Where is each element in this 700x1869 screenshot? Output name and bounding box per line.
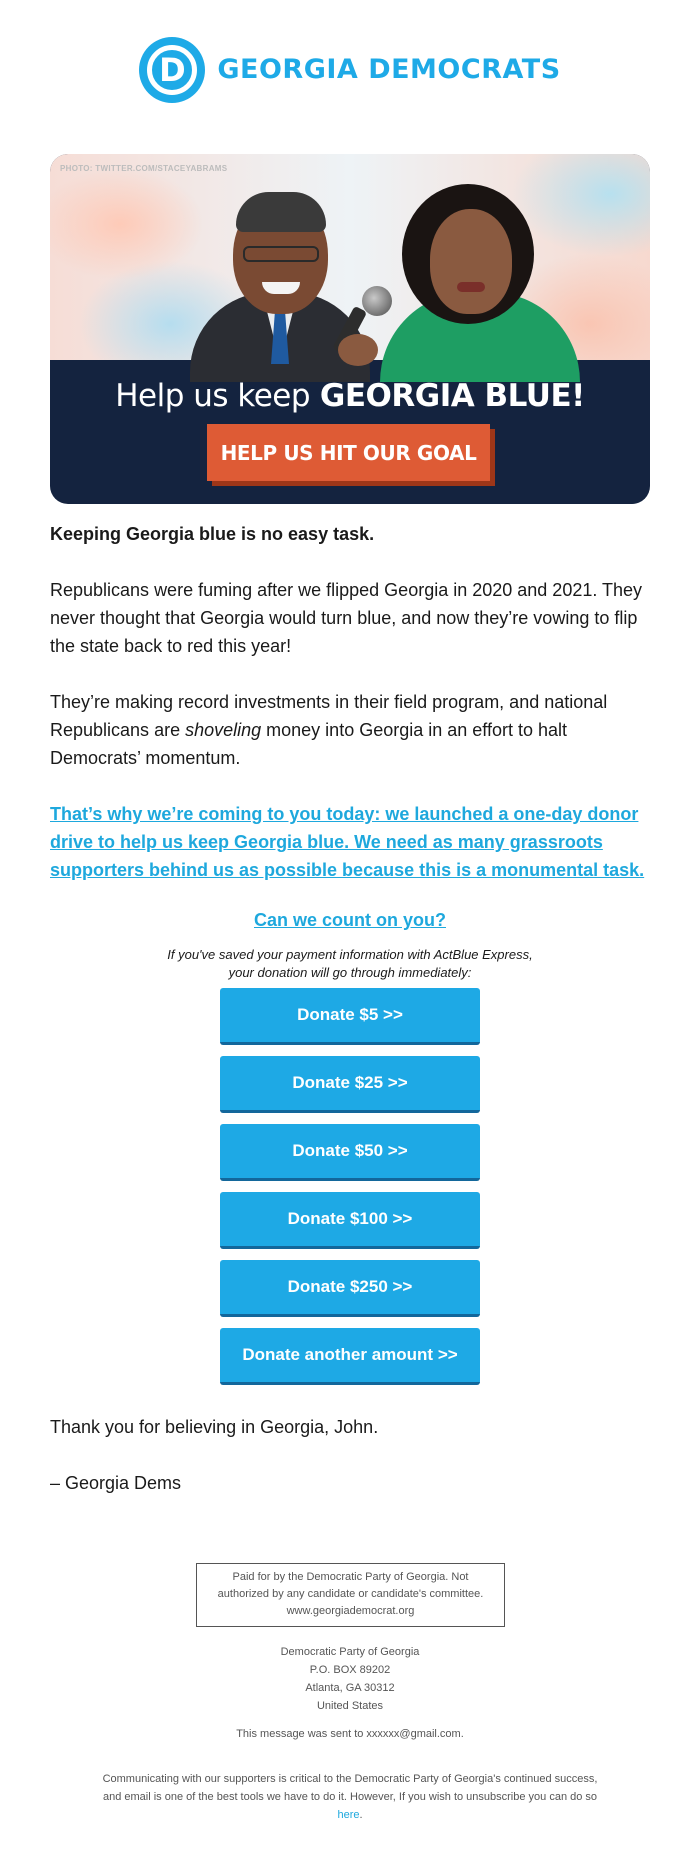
mailing-address — [0, 1643, 700, 1715]
signature: – Georgia Dems — [50, 1473, 182, 1493]
lead-sentence: Keeping Georgia blue is no easy task. — [50, 524, 375, 544]
woman-portrait-lips — [457, 282, 485, 292]
donate-50-button[interactable]: Donate $50 >> — [220, 1124, 480, 1181]
email-body — [50, 520, 650, 1385]
hero-headline-light: Help us keep — [115, 378, 311, 414]
woman-portrait-face — [430, 209, 512, 314]
signoff — [50, 1413, 378, 1525]
paragraph-investments — [50, 688, 650, 772]
hero-banner[interactable] — [50, 154, 650, 504]
emphasis-shoveling: shoveling — [185, 720, 262, 740]
hero-headline-bold: GEORGIA BLUE! — [319, 378, 585, 414]
donate-button-list — [50, 988, 650, 1385]
hero-headline — [50, 378, 650, 414]
address-city: Atlanta, GA 30312 — [305, 1682, 395, 1694]
paragraph-fuming: Republicans were fuming after we flipped Georgia in 2020 and 2021. They never thought that Georgia would turn blue, and now they’re vowing to flip the state back to red this year! — [50, 580, 643, 656]
brand-name[interactable]: GEORGIA DEMOCRATS — [217, 54, 561, 85]
paragraph-investments-end: money into Georgia in an effort to halt Democrats’ momentum. — [50, 720, 568, 768]
donate-other-amount-button[interactable]: Donate another amount >> — [220, 1328, 480, 1385]
address-box: P.O. BOX 89202 — [309, 1664, 391, 1676]
logo-letter: D — [147, 45, 197, 95]
man-portrait-smile — [262, 282, 300, 294]
donate-5-button[interactable]: Donate $5 >> — [220, 988, 480, 1045]
paid-line-2: authorized by any candidate or candidate's committee. — [217, 1588, 484, 1600]
paragraph-investments-start: They’re making record investments in their field program, and national Republicans are — [50, 692, 608, 740]
woman-portrait-hand — [338, 334, 378, 366]
man-portrait-glasses — [243, 246, 319, 262]
thanks-line: Thank you for believing in Georgia, John. — [50, 1417, 379, 1437]
donate-100-button[interactable]: Donate $100 >> — [220, 1192, 480, 1249]
unsubscribe-text: Communicating with our supporters is critical to the Democratic Party of Georgia's continued success, and email is one of the best tools we have to do it. However, If you wish to unsubscribe you can do so — [102, 1773, 598, 1803]
microphone-icon — [362, 286, 392, 316]
actblue-note-line1: If you've saved your payment information with ActBlue Express, — [167, 947, 533, 962]
actblue-note-line2: your donation will go through immediately: — [228, 965, 472, 980]
hero-photo — [50, 154, 650, 360]
address-org: Democratic Party of Georgia — [280, 1646, 420, 1658]
count-on-you-link[interactable]: Can we count on you? — [254, 910, 446, 930]
democrats-logo-icon[interactable] — [139, 37, 205, 103]
man-portrait-hair — [236, 192, 326, 232]
address-country: United States — [316, 1700, 384, 1712]
actblue-note — [50, 946, 650, 982]
donor-drive-link[interactable]: That’s why we’re coming to you today: we launched a one-day donor drive to help us keep Georgia blue. We need as many grassroots supporters behind us as possible because this is a monumental task. — [50, 804, 645, 880]
donate-250-button[interactable]: Donate $250 >> — [220, 1260, 480, 1317]
paid-line-1: Paid for by the Democratic Party of Georgia. Not — [232, 1571, 469, 1583]
hit-goal-button[interactable]: HELP US HIT OUR GOAL — [207, 424, 490, 481]
unsubscribe-notice — [95, 1770, 605, 1824]
photo-credit: PHOTO: TWITTER.COM/STACEYABRAMS — [60, 164, 228, 173]
donate-25-button[interactable]: Donate $25 >> — [220, 1056, 480, 1113]
unsubscribe-end: . — [359, 1809, 363, 1821]
paid-for-disclaimer — [196, 1563, 505, 1627]
paid-line-3: www.georgiademocrat.org — [286, 1605, 415, 1617]
sent-to-notice: This message was sent to xxxxxx@gmail.com. — [236, 1728, 464, 1740]
unsubscribe-link[interactable]: here — [337, 1809, 360, 1821]
header — [0, 0, 700, 135]
